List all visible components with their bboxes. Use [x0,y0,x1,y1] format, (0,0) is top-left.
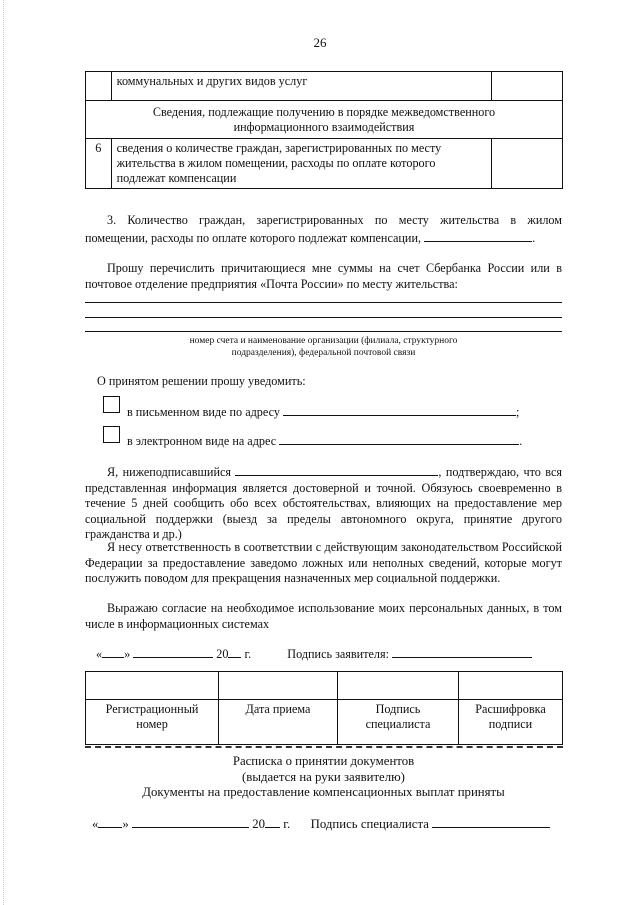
confirmation-paragraph: Я, нижеподписавшийся , подтверждаю, что вся представленная информация является достоверной и точной. Обязуюсь своевременно в течение 5 дней сообщить обо всех обстоятельствах, влияющих на предоставление мер социальной поддержки (выезд за пределы автономного округа, принятие другого гражданства и др.) [85,465,562,541]
email-address-field[interactable] [279,432,519,445]
email-notice-row: в электронном виде на адрес . [127,434,523,448]
written-notice-label: в письменном виде по адресу [127,405,280,419]
receipt-documents: Документы на предоставление компенсационных выплат приняты [142,785,505,799]
item-3-text: 3. Количество граждан, зарегистрированных по месту жительства в жилом помещении, расходы по оплате которого подлежат компенсации, [85,213,562,245]
item-3: 3. Количество граждан, зарегистрированных по месту жительства в жилом помещении, расходы по оплате которого подлежат компенсации, . [85,213,562,245]
account-line-3[interactable] [85,331,562,332]
row-mark-cell [492,139,563,189]
receipt-subtitle: (выдается на руки заявителю) [242,769,405,784]
citizens-count-field[interactable] [424,229,532,242]
row-number-cell [86,72,112,101]
reg-date-cell[interactable] [219,672,338,700]
receipt-title: Расписка о принятии документов [232,754,415,768]
receipt-month-field[interactable] [132,815,249,828]
day-field[interactable] [102,645,124,658]
written-notice-row: в письменном виде по адресу ; [127,405,520,419]
section-header: Сведения, подлежащие получению в порядке межведомственного информационного взаимодействия [86,101,563,139]
row-mark-cell [492,72,563,101]
reg-number-cell[interactable] [86,672,219,700]
page-number: 26 [313,35,327,50]
applicant-signature-field[interactable] [392,645,532,658]
receipt-year-field[interactable] [265,815,280,828]
account-line-1[interactable] [85,302,562,303]
responsibility-paragraph: Я несу ответственность в соответствии с действующим законодательством Российской Федерации за предоставление заведомо ложных или неполных сведений, которые могут послужить поводом для прекращения назначенных мер социальной поддержки. [85,540,562,585]
receipt-block [85,754,562,801]
transfer-request: Прошу перечислить причитающиеся мне суммы на счет Сбербанка России или в почтовое отделение предприятия «Почта России» по месту жительства: [85,261,562,291]
postal-address-field[interactable] [283,403,516,416]
reg-signature-cell[interactable] [338,672,459,700]
receipt-date-row: « » 20 г. Подпись специалиста [92,815,567,833]
specialist-signature-label: Подпись специалиста [310,817,429,831]
registration-table [85,671,563,745]
documents-table [85,71,563,189]
full-name-field[interactable] [235,463,438,476]
month-field[interactable] [133,645,213,658]
confirm-rest: вся представленная информация является достоверной и точной. Обязуюсь своевременно в течение 5 дней сообщить обо всех обстоятельствах, влияющих на предоставление мер социальной поддержки (выезд за пределы автономного округа, принятие другого гражданства и др.) [85,465,562,541]
account-caption-line-2: подразделения), федеральной почтовой связи [231,348,416,358]
reg-date-header: Дата приема [219,700,338,745]
confirm-start: Я, нижеподписавшийся [107,465,231,479]
row-text-cell: сведения о количестве граждан, зарегистрированных по месту жительства в жилом помещении, расходы по оплате которого подлежат компенсации [111,139,492,189]
notify-title: О принятом решении прошу уведомить: [97,374,306,388]
written-notice-checkbox[interactable] [103,396,120,413]
row-text-cell: коммунальных и других видов услуг [111,72,492,101]
email-notice-label: в электронном виде на адрес [127,434,277,448]
receipt-day-field[interactable] [98,815,122,828]
account-caption-line-1: номер счета и наименование организации (филиала, структурного [189,336,458,346]
reg-decoding-cell[interactable] [459,672,563,700]
reg-signature-header: Подпись специалиста [338,700,459,745]
cut-line [85,746,563,748]
reg-decoding-header: Расшифровка подписи [459,700,563,745]
account-caption [85,335,562,359]
row-number-cell: 6 [86,139,112,189]
applicant-signature-label: Подпись заявителя: [287,647,390,661]
email-notice-checkbox[interactable] [103,426,120,443]
consent-paragraph: Выражаю согласие на необходимое использование моих персональных данных, в том числе в информационных системах [85,601,562,631]
year-field[interactable] [228,645,241,658]
specialist-signature-field[interactable] [432,815,550,828]
account-line-2[interactable] [85,317,562,318]
reg-number-header: Регистрационный номер [86,700,219,745]
application-date-row: « » 20 г. Подпись заявителя: [96,645,566,663]
page-edge [3,0,4,905]
